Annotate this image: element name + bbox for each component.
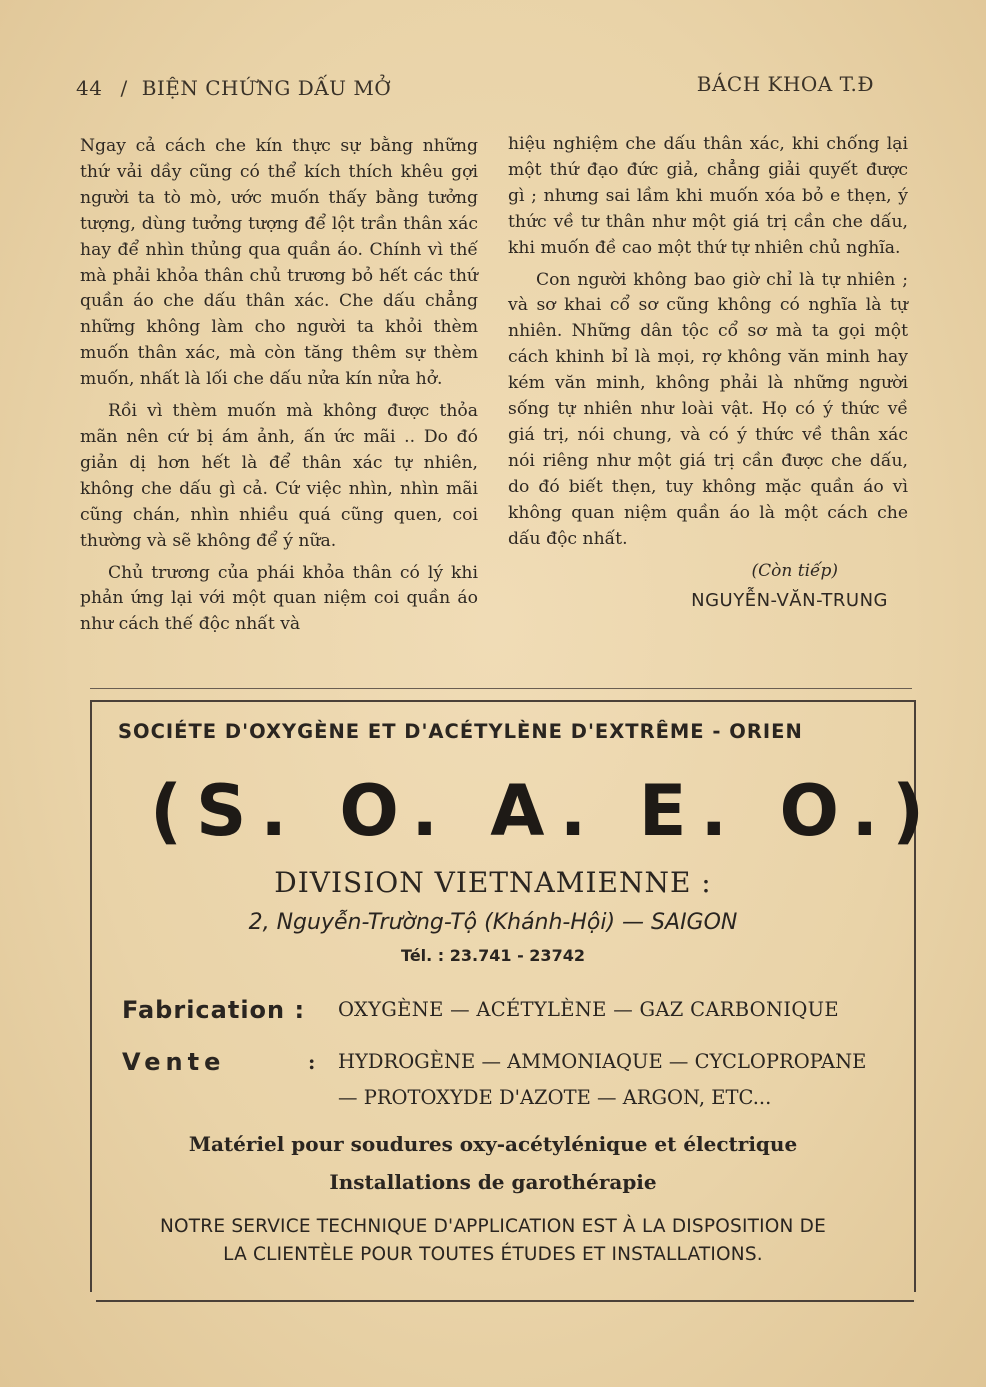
page-number: 44: [76, 76, 103, 100]
ad-installations: Installations de garothérapie: [329, 1170, 657, 1194]
article-paragraph: Chủ trương của phái khỏa thân có lý khi phản ứng lại với một quan niệm coi quần áo như cách thế độc nhất và: [80, 562, 478, 635]
ad-fabrication-items: OXYGÈNE — ACÉTYLÈNE — GAZ CARBONIQUE: [338, 998, 839, 1021]
section-title: BIỆN CHỨNG DẤU MỞ: [141, 76, 392, 100]
ad-fabrication-label: Fabrication :: [122, 996, 306, 1024]
ad-company-name: SOCIÉTE D'OXYGÈNE ET D'ACÉTYLÈNE D'EXTRÊME - ORIEN: [118, 720, 803, 743]
ad-company-acronym: (S. O. A. E. O.): [150, 770, 939, 852]
article-paragraph: hiệu nghiệm che dấu thân xác, khi chống lại một thứ đạo đức giả, chẳng giải quyết được gì ; nhưng sai lầm khi muốn xóa bỏ e thẹn, ý thức về tư thân như một giá trị cần che dấu, khi muốn đề cao một thứ tự nhiên chủ nghĩa.: [508, 134, 908, 258]
ad-division: DIVISION VIETNAMIENNE :: [274, 866, 712, 899]
article-paragraph: Ngay cả cách che kín thực sự bằng những thứ vải dầy cũng có thể kích thích khêu gợi người ta tò mò, ước muốn thấy bằng tưởng tượng, dùng tưởng tượng để lột trần thân xác hay để nhìn thủng qua quần áo. Chính vì thế mà phải khỏa thân chủ trương bỏ hết các thứ quần áo che dấu thân xác. Che dấu chẳng những không làm cho người ta khỏi thèm muốn thân xác, mà còn tăng thêm sự thèm muốn, nhất là lối che dấu nửa kín nửa hở.: [80, 136, 478, 390]
ad-telephone: Tél. : 23.741 - 23742: [401, 946, 585, 965]
ad-vente-colon: :: [308, 1050, 316, 1074]
ad-vente-items-line2: — PROTOXYDE D'AZOTE — ARGON, ETC...: [338, 1086, 772, 1109]
journal-name: BÁCH KHOA T.Đ: [696, 72, 874, 96]
ad-vente-label: Vente: [122, 1048, 226, 1076]
advertisement-bottom-rule: [96, 1300, 914, 1302]
ad-service-line1: NOTRE SERVICE TECHNIQUE D'APPLICATION EST À LA DISPOSITION DE: [160, 1216, 826, 1237]
ad-address: 2, Nguyễn-Trường-Tộ (Khánh-Hội) — SAIGON: [248, 910, 738, 935]
article-column-left: [80, 134, 478, 644]
header-separator: /: [120, 76, 128, 100]
article-paragraph: Rồi vì thèm muốn mà không được thỏa mãn nên cứ bị ám ảnh, ấn ức mãi .. Do đó giản dị hơn hết là để thân xác tự nhiên, không che dấu gì cả. Cứ việc nhìn, nhìn mãi cũng chán, nhìn nhiều quá cũng quen, coi thường và sẽ không để ý nữa.: [80, 401, 478, 551]
article-paragraph: Con người không bao giờ chỉ là tự nhiên ; và sơ khai cổ sơ cũng không có nghĩa là tự nhiên. Những dân tộc cổ sơ mà ta gọi một cách khinh bỉ là mọi, rợ không văn minh hay kém văn minh, không phải là những người sống tự nhiên như loài vật. Họ có ý thức về giá trị, nói chung, và có ý thức về thân xác nói riêng như một giá trị cần được che dấu, do đó biết thẹn, tuy không mặc quần áo vì không quan niệm quần áo là một cách che dấu độc nhất.: [508, 269, 908, 549]
divider-line: [90, 688, 912, 689]
continued-note: (Còn tiếp): [751, 560, 838, 581]
ad-vente-items-line1: HYDROGÈNE — AMMONIAQUE — CYCLOPROPANE: [338, 1050, 867, 1073]
article-author: NGUYỄN-VĂN-TRUNG: [691, 590, 888, 612]
page-header-left: [76, 76, 391, 100]
ad-materiel: Matériel pour soudures oxy-acétylénique et électrique: [188, 1132, 798, 1156]
ad-service-line2: LA CLIENTÈLE POUR TOUTES ÉTUDES ET INSTALLATIONS.: [223, 1244, 763, 1265]
article-column-right: [508, 132, 908, 614]
